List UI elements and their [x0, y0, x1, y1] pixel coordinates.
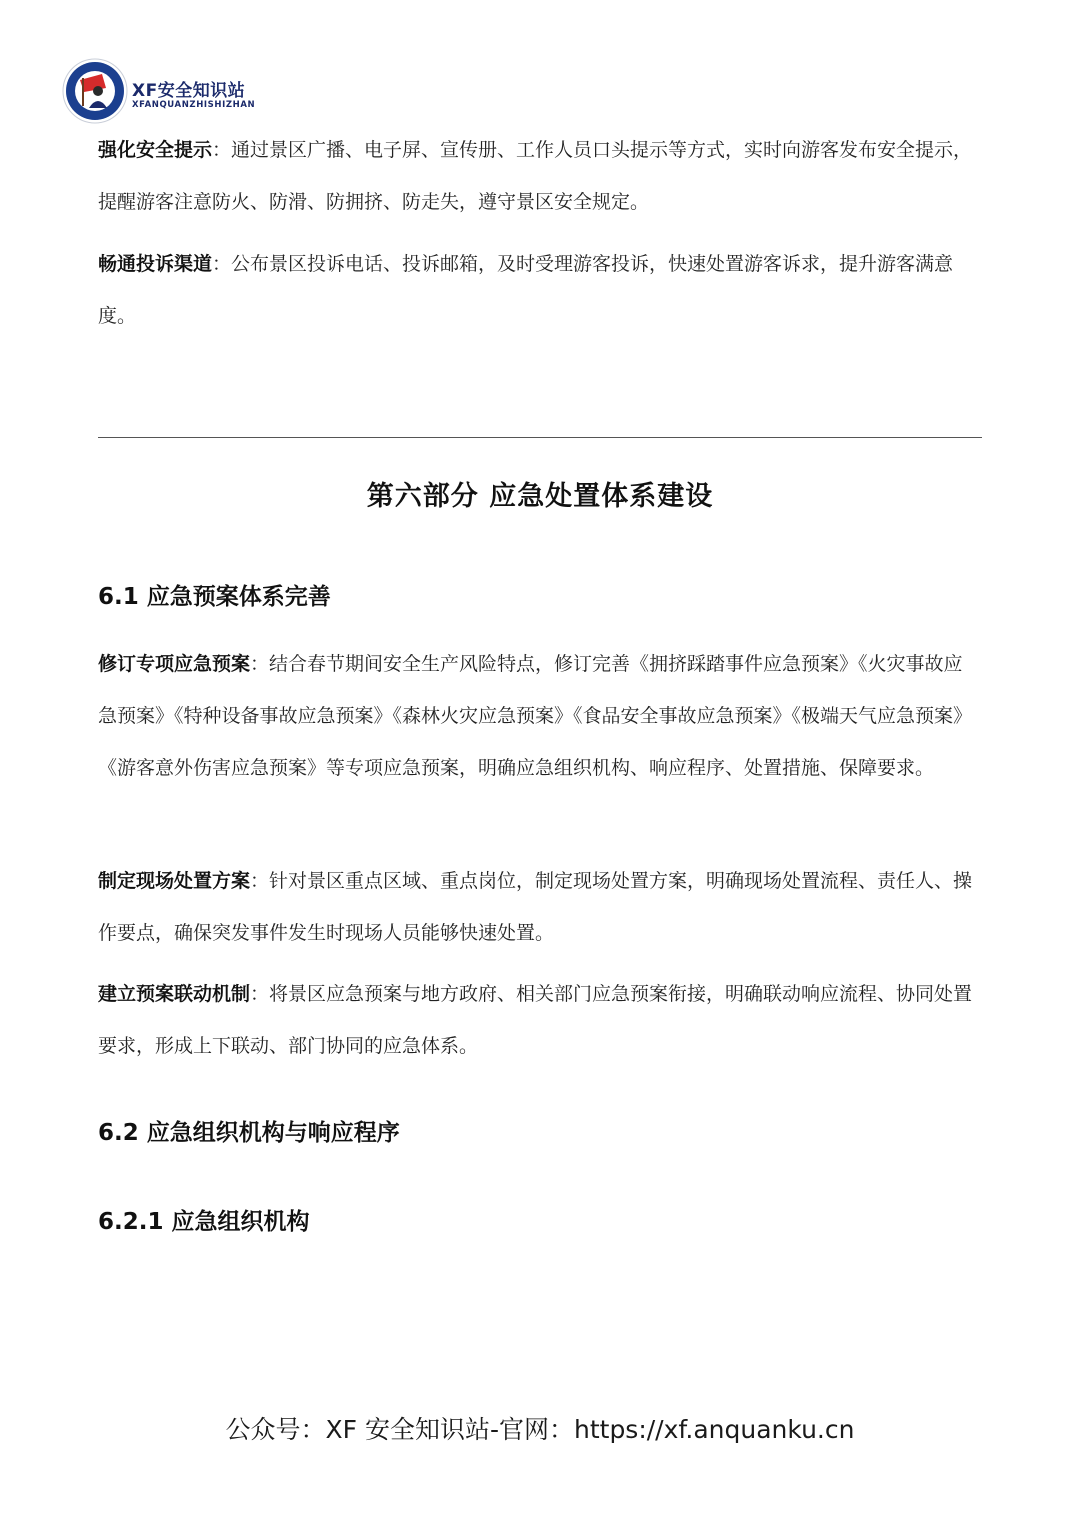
paragraph-lead: 畅通投诉渠道: [98, 253, 213, 275]
part-title: 第六部分 应急处置体系建设: [366, 481, 714, 512]
paragraph-linkage-mechanism: [98, 968, 980, 1072]
page-footer: 公众号：XF 安全知识站-官网：https://xf.anquanku.cn: [225, 1415, 855, 1444]
paragraph-lead: 强化安全提示: [98, 139, 213, 161]
heading-6-2: 6.2 应急组织机构与响应程序: [98, 1120, 400, 1146]
section-divider: [98, 437, 982, 438]
paragraph-lead: 建立预案联动机制: [98, 983, 251, 1005]
paragraph-lead: 制定现场处置方案: [98, 870, 251, 892]
paragraph-sep: ：: [212, 139, 232, 161]
paragraph-revise-plans: [98, 638, 980, 794]
paragraph-sep: ：: [250, 983, 270, 1005]
logo-subtitle: XFANQUANZHISHIZHAN: [132, 100, 256, 110]
paragraph-text: 通过景区广播、电子屏、宣传册、工作人员口头提示等方式，实时向游客发布安全提示，提醒游客注意防火、防滑、防拥挤、防走失，遵守景区安全规定。: [98, 139, 973, 213]
paragraph-sep: ：: [212, 253, 232, 275]
paragraph-complaint-channel: [98, 238, 980, 342]
logo-badge-icon: [62, 58, 128, 124]
paragraph-text: 结合春节期间安全生产风险特点，修订完善《拥挤踩踏事件应急预案》《火灾事故应急预案》《特种设备事故应急预案》《森林火灾应急预案》《食品安全事故应急预案》《极端天气应急预案》《游客意外伤害应急预案》等专项应急预案，明确应急组织机构、响应程序、处置措施、保障要求。: [98, 653, 973, 779]
paragraph-onsite-plan: [98, 855, 980, 959]
heading-6-2-1: 6.2.1 应急组织机构: [98, 1209, 310, 1235]
site-logo: [62, 58, 282, 128]
paragraph-lead: 修订专项应急预案: [98, 653, 251, 675]
paragraph-text: 针对景区重点区域、重点岗位，制定现场处置方案，明确现场处置流程、责任人、操作要点，确保突发事件发生时现场人员能够快速处置。: [98, 870, 973, 944]
paragraph-text: 将景区应急预案与地方政府、相关部门应急预案衔接，明确联动响应流程、协同处置要求，形成上下联动、部门协同的应急体系。: [98, 983, 973, 1057]
paragraph-sep: ：: [250, 653, 270, 675]
paragraph-sep: ：: [250, 870, 270, 892]
heading-6-1: 6.1 应急预案体系完善: [98, 584, 331, 610]
paragraph-text: 公布景区投诉电话、投诉邮箱，及时受理游客投诉，快速处置游客诉求，提升游客满意度。: [98, 253, 954, 327]
paragraph-safety-tips: [98, 124, 980, 228]
logo-title: XF安全知识站: [132, 81, 246, 101]
